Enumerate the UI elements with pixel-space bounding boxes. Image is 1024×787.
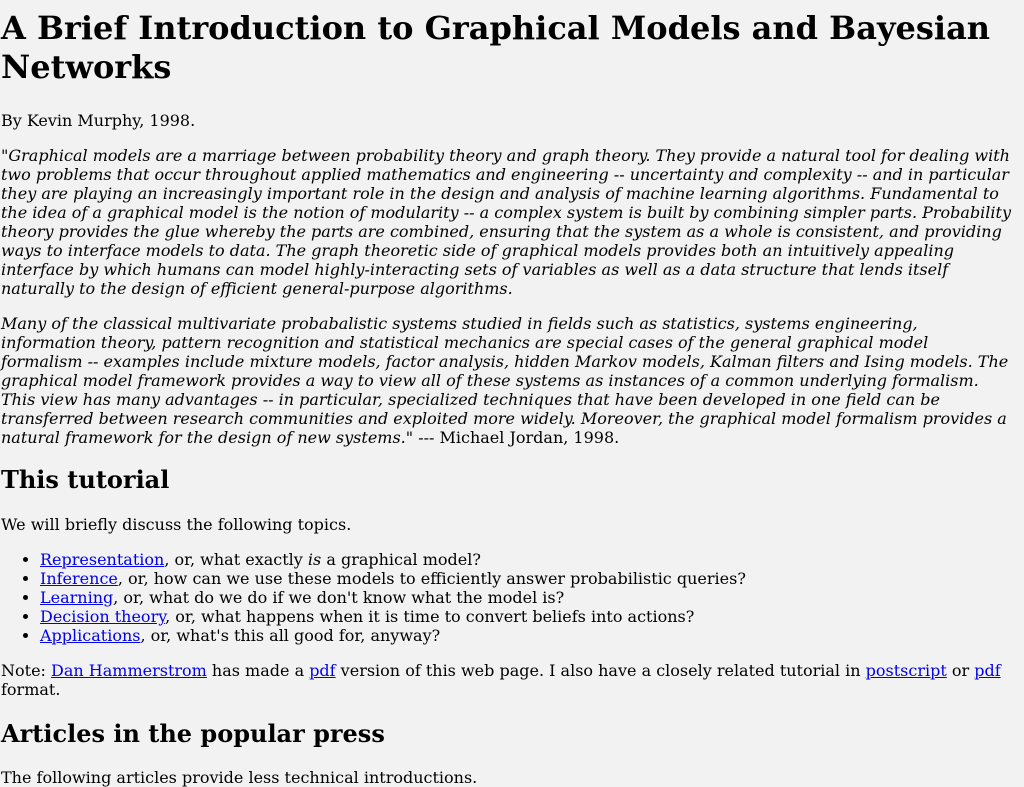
quote-text-2: Many of the classical multivariate probabalistic systems studied in fields such as statistics, systems engineering, information theory, pattern recognition and statistical mechanics are special cases of the general graphical model formalism -- examples include mixture models, factor analysis, hidden Markov models, Kalman filters and Ising models. The graphical model framework provides a way to view all of these systems as instances of a common underlying formalism. This view has many advantages -- in particular, specialized techniques that have been developed in one field can be transferred between research communities and exploited more widely. Moreover, the graphical model formalism provides a natural framework for the design of new systems."	[1, 314, 1009, 447]
representation-link[interactable]: Representation	[40, 550, 165, 569]
tutorial-intro: We will briefly discuss the following topics.	[1, 515, 352, 534]
postscript-link[interactable]: postscript	[865, 661, 947, 680]
dan-hammerstrom-link[interactable]: Dan Hammerstrom	[51, 661, 207, 680]
topic-text: , or, what do we do if we don't know what the model is?	[113, 588, 565, 607]
page-title: A Brief Introduction to Graphical Models and Bayesian Networks	[1, 9, 991, 86]
topic-text: , or, how can we use these models to efficiently answer probabilistic queries?	[117, 569, 746, 588]
pdf-tutorial-link[interactable]: pdf	[974, 661, 1001, 680]
quote-attribution: --- Michael Jordan, 1998.	[413, 428, 620, 447]
document-page	[0, 9, 1013, 787]
learning-link[interactable]: Learning	[40, 588, 114, 607]
topic-text: , or, what happens when it is time to convert beliefs into actions?	[165, 607, 695, 626]
inference-link[interactable]: Inference	[40, 569, 118, 588]
list-item	[40, 607, 1013, 626]
quote-paragraph-1	[1, 146, 1013, 298]
applications-link[interactable]: Applications	[40, 626, 141, 645]
note-paragraph	[1, 661, 1013, 699]
list-item	[40, 569, 1013, 588]
quote-text-1: "Graphical models are a marriage between probability theory and graph theory. They provide a natural tool for dealing with two problems that occur throughout applied mathematics and engineering -- uncertainty and complexity -- and in particular they are playing an increasingly important role in the design and analysis of machine learning algorithms. Fundamental to the idea of a graphical model is the notion of modularity -- a complex system is built by combining simpler parts. Probability theory provides the glue whereby the parts are combined, ensuring that the system as a whole is consistent, and providing ways to interface models to data. The graph theoretic side of graphical models provides both an intuitively appealing interface by which humans can model highly-interacting sets of variables as well as a data structure that lends itself naturally to the design of efficient general-purpose algorithms.	[1, 146, 1011, 298]
pdf-version-link[interactable]: pdf	[309, 661, 336, 680]
note-text: version of this web page. I also have a closely related tutorial in	[335, 661, 866, 680]
press-intro: The following articles provide less technical introductions.	[1, 768, 478, 787]
topic-text: a graphical model?	[321, 550, 481, 569]
list-item	[40, 588, 1013, 607]
section-heading-press: Articles in the popular press	[1, 719, 385, 748]
note-text: or	[946, 661, 975, 680]
note-prefix: Note:	[1, 661, 52, 680]
note-text: format.	[1, 680, 61, 699]
byline: By Kevin Murphy, 1998.	[1, 111, 196, 130]
topic-text: , or, what's this all good for, anyway?	[140, 626, 441, 645]
section-heading-tutorial: This tutorial	[1, 465, 170, 494]
quote-paragraph-2	[1, 314, 1013, 447]
topic-list	[1, 550, 1013, 645]
list-item	[40, 626, 1013, 645]
list-item	[40, 550, 1013, 569]
note-text: has made a	[206, 661, 310, 680]
topic-text: , or, what exactly	[164, 550, 308, 569]
topic-emphasis: is	[307, 550, 322, 569]
decision-theory-link[interactable]: Decision theory	[40, 607, 166, 626]
